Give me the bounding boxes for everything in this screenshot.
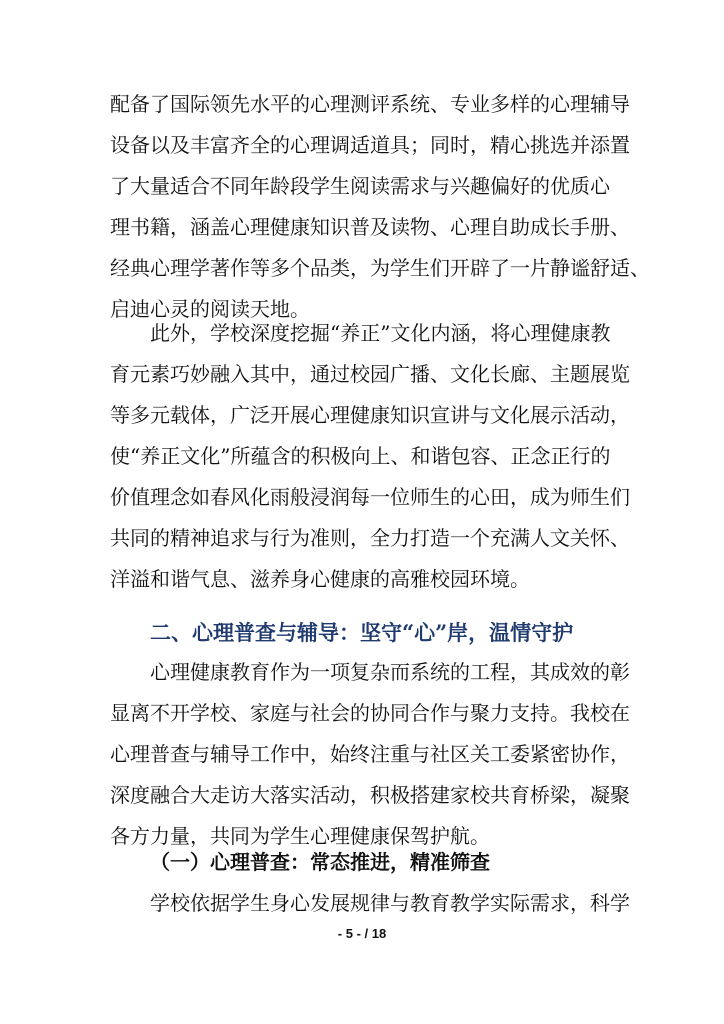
paragraph-3	[110, 652, 630, 857]
text-line: 心理健康教育作为一项复杂而系统的工程，其成效的彰	[150, 660, 630, 684]
text-line: 深度融合大走访大落实活动，积极搭建家校共育桥梁，凝聚	[110, 783, 630, 807]
text-line: 共同的精神追求与行为准则，全力打造一个充满人文关怀、	[110, 526, 630, 550]
text-line: 经典心理学著作等多个品类，为学生们开辟了一片静谧舒适、	[110, 256, 650, 280]
paragraph-1	[110, 84, 650, 330]
text-line: 各方力量，共同为学生心理健康保驾护航。	[110, 824, 490, 848]
text-line: 此外，学校深度挖掘“养正”文化内涵，将心理健康教	[150, 321, 611, 345]
text-line: 使“养正文化”所蕴含的积极向上、和谐包容、正念正行的	[110, 444, 611, 468]
text-line: 价值理念如春风化雨般浸润每一位师生的心田，成为师生们	[110, 485, 630, 509]
text-line: 启迪心灵的阅读天地。	[110, 297, 310, 321]
text-line: 心理普查与辅导工作中，始终注重与社区关工委紧密协作，	[110, 742, 630, 766]
text-line: 理书籍，涵盖心理健康知识普及读物、心理自助成长手册、	[110, 215, 630, 239]
text-line: 育元素巧妙融入其中，通过校园广播、文化长廊、主题展览	[110, 362, 630, 386]
section-heading: 二、心理普查与辅导：坚守“心”岸，温情守护	[150, 620, 574, 645]
text-line: 了大量适合不同年龄段学生阅读需求与兴趣偏好的优质心	[110, 174, 610, 198]
paragraph-2	[110, 313, 630, 600]
text-line: 设备以及丰富齐全的心理调适道具；同时，精心挑选并添置	[110, 133, 630, 157]
text-line: 学校依据学生身心发展规律与教育教学实际需求，科学	[150, 891, 630, 915]
text-line: 洋溢和谐气息、滋养身心健康的高雅校园环境。	[110, 567, 530, 591]
page-number: - 5 - / 18	[337, 926, 387, 941]
subsection-heading: （一）心理普查：常态推进，精准筛查	[150, 850, 490, 874]
text-line: 等多元载体，广泛开展心理健康知识宣讲与文化展示活动，	[110, 403, 630, 427]
paragraph-4	[110, 883, 630, 924]
text-line: 配备了国际领先水平的心理测评系统、专业多样的心理辅导	[110, 92, 630, 116]
text-line: 显离不开学校、家庭与社会的协同合作与聚力支持。我校在	[110, 701, 630, 725]
